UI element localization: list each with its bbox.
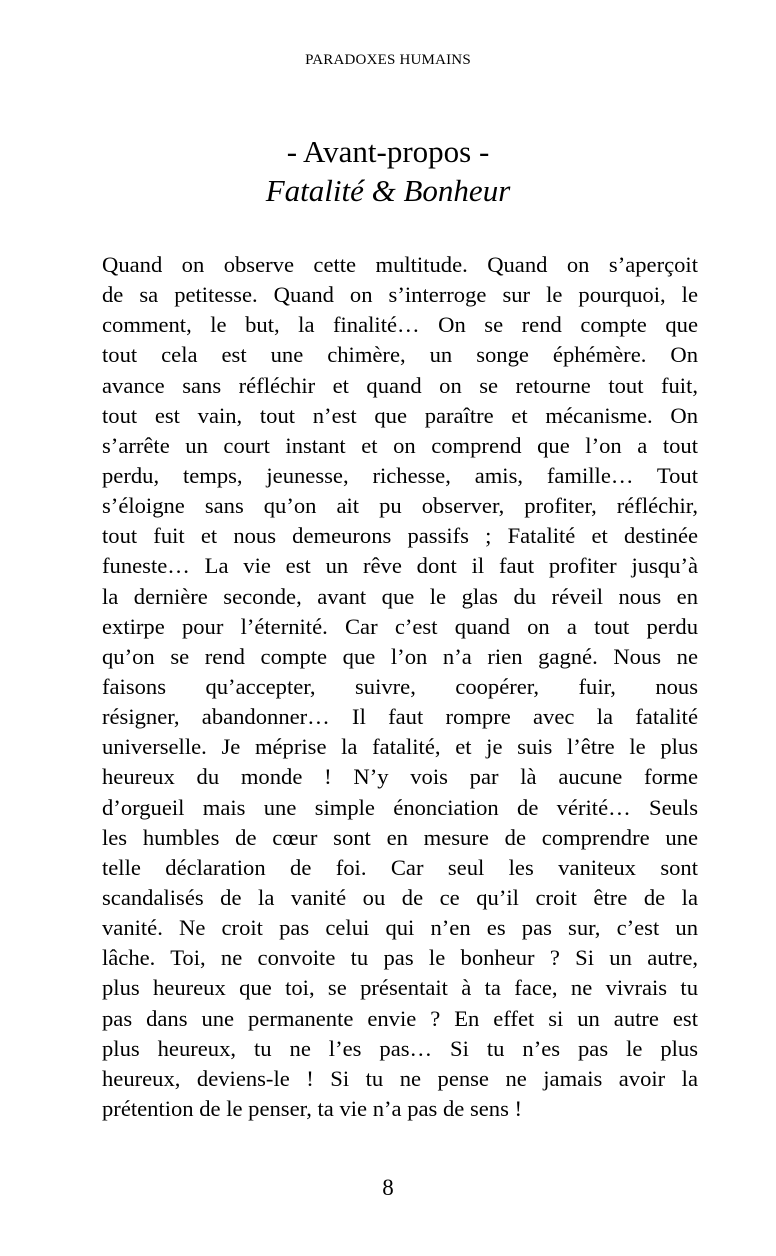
text-line: faisons qu’accepter, suivre, coopérer, fuir, nous <box>102 673 698 699</box>
text-line: funeste… La vie est un rêve dont il faut profiter jusqu’à <box>102 553 698 579</box>
text-line: la dernière seconde, avant que le glas du réveil nous en <box>102 583 698 609</box>
text-line: qu’on se rend compte que l’on n’a rien gagné. Nous ne <box>102 643 698 669</box>
text-line: plus heureux, tu ne l’es pas… Si tu n’es pas le plus <box>102 1035 698 1061</box>
chapter-title: - Avant-propos - <box>286 134 490 169</box>
text-line: telle déclaration de foi. Car seul les vaniteux sont <box>102 854 698 880</box>
chapter-subtitle: Fatalité & Bonheur <box>265 173 511 208</box>
text-line: universelle. Je méprise la fatalité, et je suis l’être le plus <box>102 734 698 760</box>
text-line: les humbles de cœur sont en mesure de comprendre une <box>102 824 698 850</box>
text-line: s’arrête un court instant et on comprend que l’on a tout <box>102 432 698 458</box>
text-line: s’éloigne sans qu’on ait pu observer, profiter, réfléchir, <box>102 493 698 519</box>
text-line: avance sans réfléchir et quand on se retourne tout fuit, <box>102 372 698 398</box>
text-line: extirpe pour l’éternité. Car c’est quand on a tout perdu <box>102 613 698 639</box>
text-line: tout est vain, tout n’est que paraître et mécanisme. On <box>102 402 698 428</box>
text-line: de sa petitesse. Quand on s’interroge sur le pourquoi, le <box>102 282 698 308</box>
text-line: vanité. Ne croit pas celui qui n’en es pas sur, c’est un <box>102 915 698 941</box>
text-line: d’orgueil mais une simple énonciation de vérité… Seuls <box>102 794 698 820</box>
text-line: pas dans une permanente envie ? En effet si un autre est <box>102 1005 698 1031</box>
text-line: résigner, abandonner… Il faut rompre avec la fatalité <box>102 704 698 730</box>
running-header: PARADOXES HUMAINS <box>305 52 471 68</box>
text-line: comment, le but, la finalité… On se rend compte que <box>102 312 698 338</box>
text-line: plus heureux que toi, se présentait à ta face, ne vivrais tu <box>102 975 698 1001</box>
page-number: 8 <box>382 1175 394 1200</box>
text-line: Quand on observe cette multitude. Quand on s’aperçoit <box>102 252 698 277</box>
text-line: tout cela est une chimère, un songe éphémère. On <box>102 342 698 368</box>
text-line: prétention de le penser, ta vie n’a pas de sens ! <box>102 1095 523 1121</box>
text-line: heureux, deviens-le ! Si tu ne pense ne jamais avoir la <box>102 1065 698 1091</box>
text-line: scandalisés de la vanité ou de ce qu’il croit être de la <box>102 884 698 910</box>
text-line: tout fuit et nous demeurons passifs ; Fatalité et destinée <box>102 523 698 549</box>
text-line: lâche. Toi, ne convoite tu pas le bonheur ? Si un autre, <box>102 945 698 971</box>
text-line: perdu, temps, jeunesse, richesse, amis, famille… Tout <box>102 462 698 488</box>
text-line: heureux du monde ! N’y vois par là aucune forme <box>102 764 698 790</box>
body-paragraph <box>102 250 698 1124</box>
